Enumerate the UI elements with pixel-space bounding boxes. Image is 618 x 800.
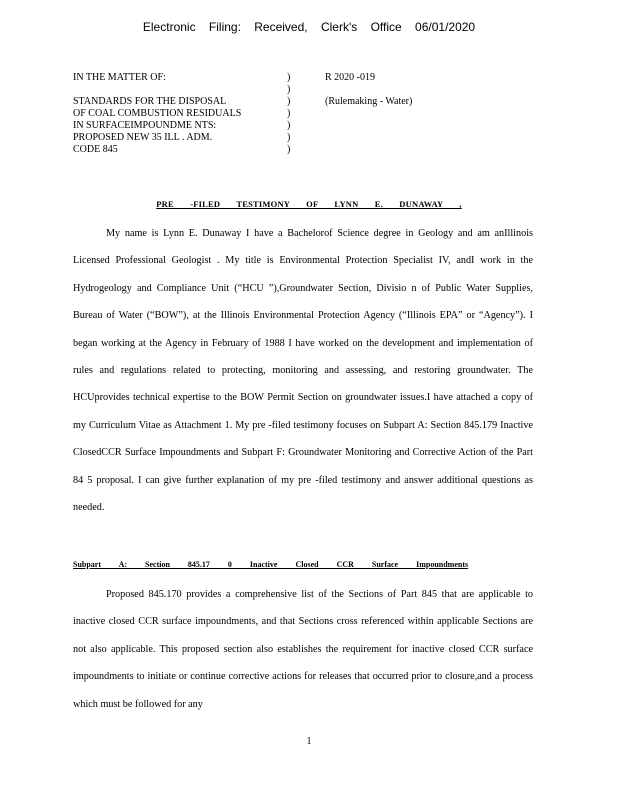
caption-matter bbox=[73, 72, 278, 156]
testimony-paragraph-intro: My name is Lynn E. Dunaway I have a Bachelorof Science degree in Geology and am anIllinois Licensed Professional Geologist . My title is Environmental Protection Specialist IV, andI work in the Hydrogeology and Compliance Unit (“HCU ”),Groundwater Section, Divisio n of Public Water Supplies, Bureau of Water (“BOW”), at the Illinois Environmental Protection Agency (“Illinois EPA” or “Agency”). I began working at the Agency in February of 1988 I have worked on the development and implementation of rules and regulations related to protecting, monitoring and assessing, and restoring groundwater. The HCUprovides technical expertise to the BOW Permit Section on groundwater issues.I have attached a copy of my Curriculum Vitae as Attachment 1. My pre -filed testimony focuses on Subpart A: Section 845.179 Inactive ClosedCCR Surface Impoundments and Subpart F: Groundwater Monitoring and Corrective Action of the Part 84 5 proposal. I can give further explanation of my pre -filed testimony and answer additional questions as needed. bbox=[73, 228, 533, 514]
caption-line: OF COAL COMBUSTION RESIDUALS bbox=[73, 108, 242, 119]
electronic-filing-header: Electronic Filing: Received, Clerk's Office 06/01/2020 bbox=[142, 20, 476, 34]
caption-line: IN SURFACEIMPOUNDME NTS: bbox=[73, 120, 217, 131]
paren: ) bbox=[287, 108, 291, 119]
docket-number: R 2020 -019 bbox=[325, 72, 375, 83]
page-number: 1 bbox=[306, 736, 312, 747]
paren: ) bbox=[287, 144, 291, 155]
paren: ) bbox=[287, 84, 291, 95]
caption-line: IN THE MATTER OF: bbox=[73, 72, 166, 83]
section-heading: Subpart A: Section 845.17 0 Inactive Closed CCR Surface Impoundments bbox=[73, 560, 469, 569]
testimony-paragraph-845-170: Proposed 845.170 provides a comprehensive list of the Sections of Part 845 that are applicable to inactive closed CCR surface impoundments, and that Sections cross referenced within applicable Sections are not also applicable. This proposed section also establishes the requirement for inactive closed CCR surface impoundments to initiate or continue corrective actions for releases that occurred prior to closure,and a process which must be followed for any bbox=[73, 589, 533, 710]
paren: ) bbox=[287, 96, 291, 107]
caption-line: STANDARDS FOR THE DISPOSAL bbox=[73, 96, 227, 107]
caption-line: PROPOSED NEW 35 ILL . ADM. bbox=[73, 132, 213, 143]
paren: ) bbox=[287, 132, 291, 143]
caption-parens bbox=[287, 72, 297, 156]
caption-line bbox=[73, 84, 278, 96]
document-title: PRE -FILED TESTIMONY OF LYNN E. DUNAWAY , bbox=[156, 199, 462, 209]
rulemaking-type: (Rulemaking - Water) bbox=[325, 96, 413, 107]
caption-line: CODE 845 bbox=[73, 144, 118, 155]
paren: ) bbox=[287, 72, 291, 83]
caption-docket-block bbox=[325, 72, 545, 108]
paren: ) bbox=[287, 120, 291, 131]
